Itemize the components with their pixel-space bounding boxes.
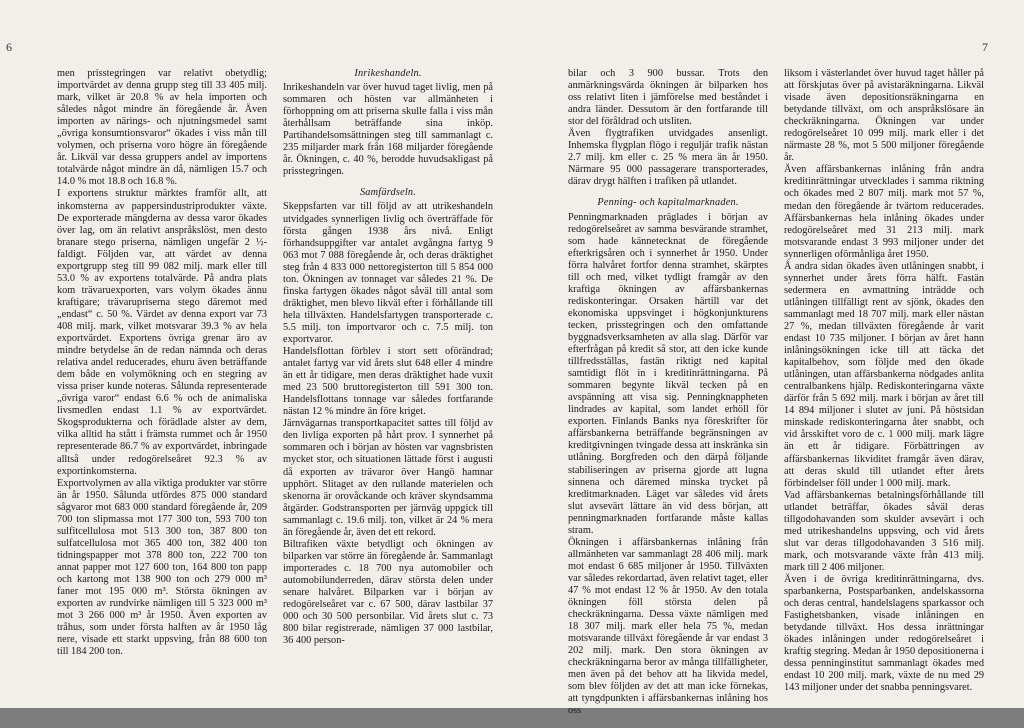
- inrikeshandeln-text: Inrikeshandeln var över huvud taget livlig, men på sommaren och hösten var allmänheten i förhoppning om att priserna skulle falla i viss mån återhållsam beträffande sina inköp. Partihandelsomsättningen steg till sammanlagt c. 235 miljarder mark från 168 miljarder föregående år. Ökningen, c. 40 %, berodde huvudsakligast på prisstegringen.: [283, 82, 493, 178]
- right-page: [510, 0, 1024, 717]
- page-number-right: 7: [982, 40, 988, 54]
- samfardseln-text: Skeppsfarten var till följd av att utrikeshandeln utvidgades synnerligen livlig och överträffade för första gången 1938 års nivå. Enligt förhandsuppgifter var antalet avgångna fartyg 9 063 mot 7 088 föregående år, och deras dräktighet steg från 4 833 000 nettoregisterton till 5 854 000 ton. Ökningen av tonnaget var således 21 %. De finska fartygen ökades något såväl till antal som dräktighet, men blevo likväl efter i förhållande till hela tillväxten. Handelsfartygen transporterade c. 5.5 milj. ton importvaror och c. 7.5 milj. ton exportvaror. Handelsflottan förblev i stort sett oförändrad; antalet fartyg var vid årets slut 648 eller 4 mindre än ett år tidigare, men deras dräktighet hade vuxit med 23 500 bruttoregisterton till 591 300 ton. Handelsflottans tonnage var således fortfarande nästan 12 % mindre än före kriget. Järnvägarnas transportkapacitet sattes till följd av den livliga exporten på hårt prov. I synnerhet på sommaren och i början av hösten var vagnsbristen mycket stor, och situationen lättade först i augusti då exporten av trävaror över Hangö hamnar upphört. Slitaget av den rullande materielen och skenorna är orovåckande och kräver skyndsamma åtgärder. Godstransporten per järnväg uppgick till sammanlagt c. 19.6 milj. ton, vilket är 24 % mera än föregående år, även det ett rekord. Biltrafiken växte betydligt och ökningen av bilparken var större än föregående år. Sammanlagt importerades c. 18 700 nya automobiler och automobilunderreden, därav största delen under senare halvåret. Bilparken var i början av redogörelseåret var c. 67 500, därav lastbilar 37 000 och 30 500 personbilar. Vid årets slut c. 73 800 bilar registrerade, nämligen 37 000 lastbilar, 36 400 person-: [283, 201, 493, 647]
- column-1-text: men prisstegringen var relativt obetydlig; importvärdet av denna grupp steg till 33 405 milj. mark, vilket är 20.8 % av hela importen och således något mindre än föregående år. Även importen av närings- och njutningsmedel samt „övriga konsumtionsvaror“ ökades i viss mån till volymen, och priserna voro högre än föregående år. Likväl var dessa gruppers andel av importens totalvärde något mindre än då, nämligen 15.7 och 14.0 % mot 18.8 och 16.8 %. I exportens struktur märktes framför allt, att inkomsterna av pappersindustriprodukter växte. De exporterade mängderna av dessa varor ökades över lag, om än relativt anspråkslöst, men desto branare stego priserna, nämligen ungefär 2 ½-faldigt. Följden var, att värdet av denna exportgrupp steg till 99 082 milj. mark eller till 53.0 % av exportens totalvärde. På andra plats kom trävaruexporten, vars volym ökades ännu kraftigare; trävarupriserna stego däremot med „endast“ c. 50 %. Värdet av denna export var 73 408 milj. mark, vilket motsvarar 39.3 % av hela exportvärdet. Exportens övriga grenar äro av mindre betydelse än de redan nämnda och deras relativa andel reducerades, ehuru även beträffande dem både en volymökning och en stegring av vissa priser kunde noteras. Sålunda representerade „övriga varor“ endast 6.6 % och de animaliska livsmedlen endast 1.1 % av exportvärdet. Skogsprodukterna och förädlade alster av dem, vilka alltid ha stått i främsta rummet och år 1950 representerade 86.7 % av exportvärdet, inbringade alltså under redogörelseåret 92.3 % av exportinkomsterna. Exportvolymen av alla viktiga produkter var större än år 1950. Sålunda utfördes 875 000 standard sågvaror mot 683 000 standard föregående år, 209 700 ton slipmassa mot 177 300 ton, 593 700 ton sulfitcellulosa mot 513 300 ton, 387 800 ton sulfatcellulosa mot 365 400 ton, 382 400 ton tidningspapper mot 378 800 ton, 222 700 ton annat papper mot 127 600 ton, 164 800 ton papp och kartong mot 138 900 ton och 279 000 m³ faner mot 195 000 m³. Största ökningen av exporten av rundvirke nämligen till 5 323 000 m³ mot 3 266 000 m³ år 1950. Även exporten av tråhus, som under första halften av år 1950 låg nere, visade ett starkt uppsving, från 88 600 ton till 184 200 ton.: [57, 68, 267, 658]
- page-number-left: 6: [6, 40, 12, 54]
- column-4-text: liksom i västerlandet över huvud taget håller på att förskjutas över på avistaräkningarna. Likväl visade även depositionsräkningarna en betydande tillväxt, om och anspråkslösare än checkräkningarna. Ökningen var under redogörelseåret 10 099 milj. mark eller i det närmaste 28 %, mot 5 500 miljoner föregående år. Även affärsbankernas inlåning från andra kreditinrättningar utvecklades i samma riktning och ökades med 2 807 milj. mark mot 57 %, medan den föregående år tvärtom reducerades. Affärsbankernas hela inlåning ökades under redogörelseåret med 31 213 milj. mark motsvarande endast 3 993 miljoner under det synnerligen oförmånliga året 1950. Å andra sidan ökades även utlåningen snabbt, i synnerhet under årets förra hälft. Fastän sedermera en avmattning inträdde och utlåningen tillfälligt rent av sjönk, ökades den sammanlagt med 18 707 milj. mark eller nästan 27 %, medan tillväxten föregående år varit endast 10 735 miljoner. I början av året hann inlåningsökningen icke till att täcka det kapitalbehov, som följde med den ökade utlåningen, utan affärsbankerna nödgades anlita centralbankens hjälp. Rediskonteringarna växte därför från 5 692 milj. mark i början av året till 14 894 miljoner i slutet av juni. På höstsidan minskade rediskonteringarna åter snabbt, och vid årsskiftet voro de c. 1 000 milj. mark lägre än ett år tidigare. Förbättringen av affärsbankernas likviditet framgår även därav, att deras skuld till utlandet efter årets förbindelser föll under 1 000 milj. mark. Vad affärsbankernas betalningsförhållande till utlandet beträffar, ökades såväl deras tillgodohavanden som skulder avsevärt i och med utrikeshandelns uppsving, och vid årets slut var deras tillgodohavanden 3 516 milj. mark, och motsvarande växte från 413 milj. mark till 2 406 miljoner. Även i de övriga kreditinrättningarna, dvs. sparbankerna, Postsparbanken, andelskassorna och deras central, handelslagens sparkassor och Fastighetsbanken, visade inlåningen en betydande tillväxt. Hos dessa inrättningar ökades inlåningen under redogörelseåret i kraftig stegring. Medan år 1950 depositionerna i dessa penninginstitut sammanlagt ökades med endast 10 200 milj. mark, växte de nu med 29 143 miljoner under det snabba penningsvaret.: [784, 68, 984, 694]
- section-gap: [283, 178, 493, 187]
- left-columns: [57, 68, 502, 728]
- heading-inrikeshandeln: Inrikeshandeln.: [354, 68, 422, 79]
- left-page: [0, 0, 510, 708]
- text-column-2: [283, 68, 493, 728]
- section-gap: [568, 188, 768, 197]
- penningmarknaden-text: Penningmarknaden präglades i början av redogörelseåret av samma besvärande stramhet, som hade kännetecknat de föregående efterkrigsåren och i synnerhet år 1950. Under förra halvåret fortfor denna stramhet, skärptes till och med, vilket tydligt framgår av den kraftiga ökningen av affärsbankernas rediskonteringar. Orsaken härtill var det ekonomiska uppsvinget i högkonjunkturens tecken, prisstegringen och den omfattande byggnadsverksamheten av alla slag. Därför var efterfrågan på kredit så stor, att den icke kunde tillfredsställas, fastän riktigt ned kapital samtidigt flöt in i kreditinrättningarna. På sommaren begynte likväl tecken på en avspänning att visa sig. Penningknappheten lindrades av kapital, som landet erhöll för exporten. Finlands Banks nya föreskrifter för affärsbankerna beträffande begränsningen av kreditgivningen tvingade dessa att inskränka sin utlåning. Borgfreden och den därpå följande stabiliseringen av priserna gjorde att lugna sinnena och däremed minska trycket på kreditmarknaden. Läget var således vid årets slut avsevärt lättare än vid dess början, att penningmarknaden fortfarande måste kallas stram. Ökningen i affärsbankernas inlåning från allmänheten var sammanlagt 28 406 milj. mark mot endast 6 685 miljoner år 1950. Tillväxten var således rekordartad, även relativt taget, eller 47 % mot endast 12 % år 1950. Av den totala ökningen föll största delen på checkräkningarna. Dessa växte nämligen med 18 307 milj. mark eller hela 75 %, medan motsvarande tillväxt föregående år var endast 3 202 milj. mark. Den stora ökningen av checkräkningarna beror av många tillfälligheter, men även på det behov att ha likvida medel, som blev följden av det att man icke förnekas, att tyngdpunkten i affärsbankernas inlåning hos oss: [568, 211, 768, 717]
- text-column-3: [568, 68, 768, 728]
- column-3-text: bilar och 3 900 bussar. Trots den anmärkningsvärda ökningen är bilparken hos oss relativt liten i jämförelse med beståndet i andra länder. Dessutom är den fortfarande till stor del föråldrad och utsliten. Även flygtrafiken utvidgades ansenligt. Inhemska flygplan flögo i reguljär trafik nästan 2.7 milj. km eller c. 25 % mera än år 1950. Närmare 95 000 passagerare transporterades, därav drygt hälften i trafiken på utlandet.: [568, 68, 768, 188]
- text-column-1: [57, 68, 267, 728]
- heading-samfardseln: Samfärdseln.: [359, 187, 417, 199]
- heading-penning-kapitalmarknaden: Penning- och kapitalmarknaden.: [597, 197, 739, 209]
- text-column-4: [784, 68, 984, 728]
- right-columns: [568, 68, 984, 728]
